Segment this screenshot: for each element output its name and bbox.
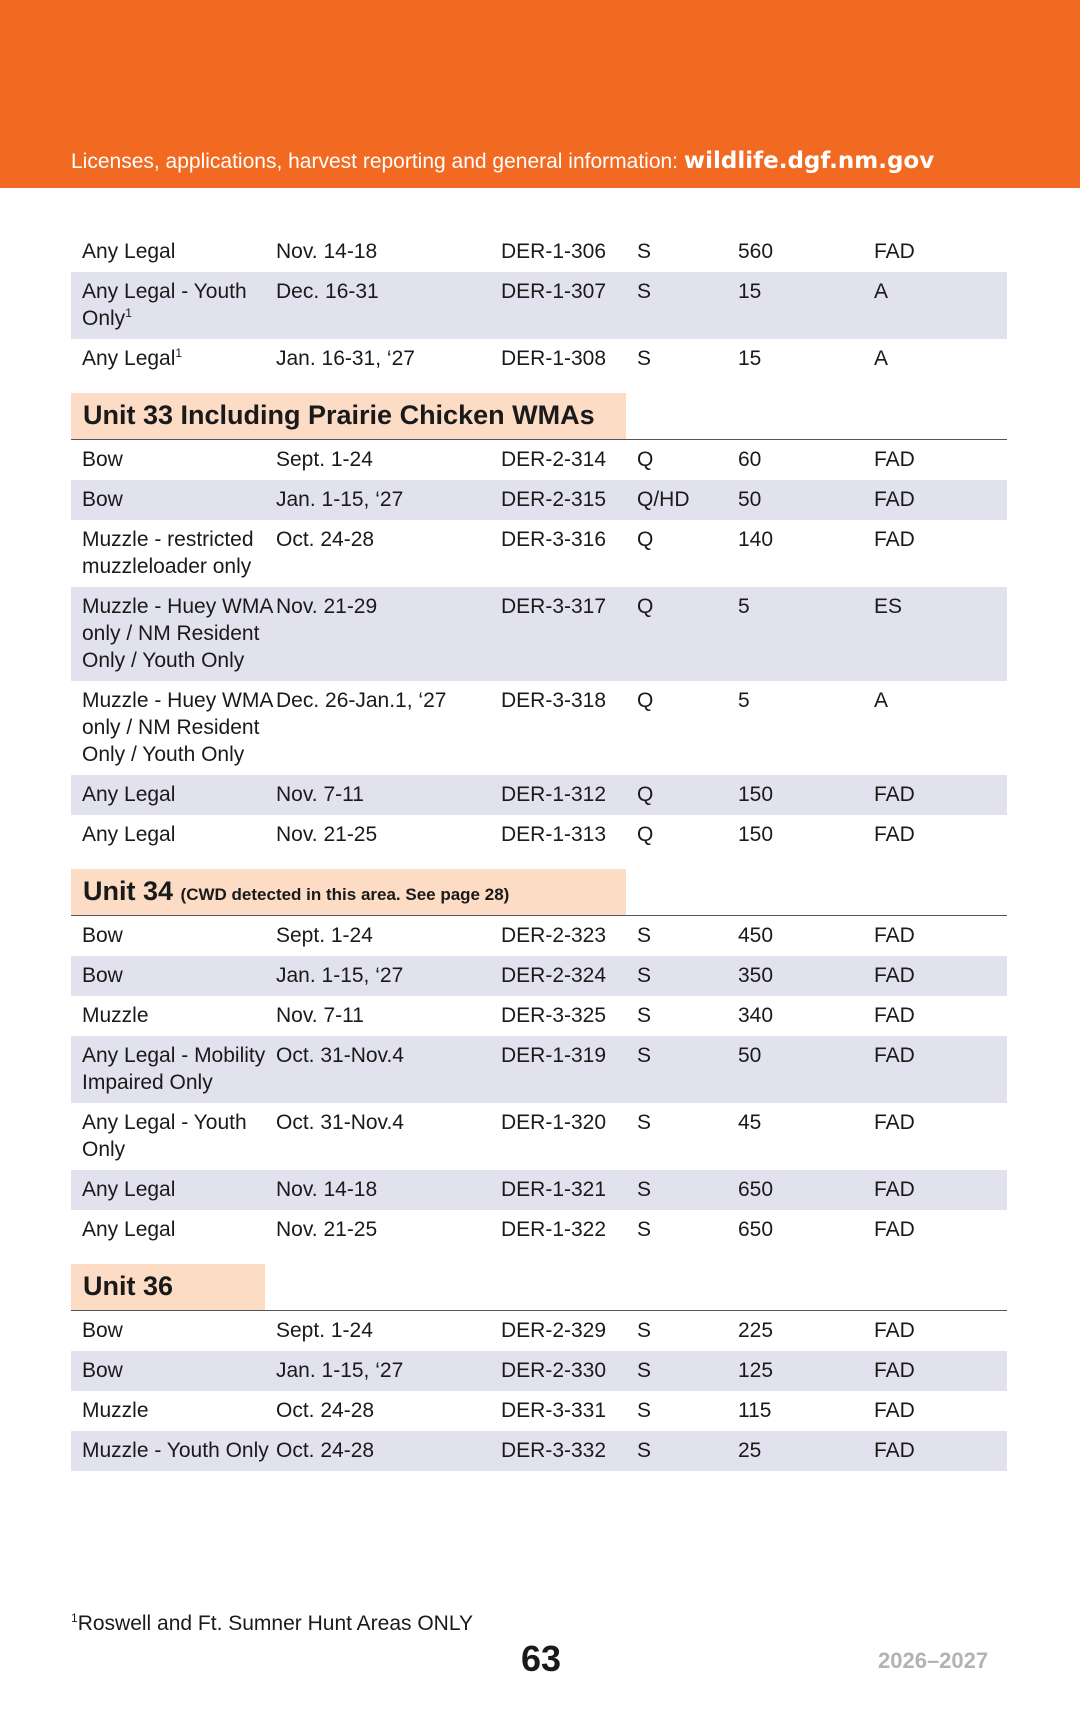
dates-cell-text: Jan. 16-31, ‘27	[276, 347, 415, 370]
unit-title	[83, 1271, 173, 1302]
licenses-cell	[738, 1042, 874, 1096]
draw-type-cell	[637, 278, 738, 332]
weapon-cell-text: Bow	[82, 448, 123, 471]
eligibility-cell	[874, 1397, 994, 1424]
table-row	[71, 1036, 1007, 1103]
weapon-cell	[71, 1109, 276, 1163]
eligibility-cell-text: A	[874, 689, 889, 712]
dates-cell	[276, 922, 501, 949]
table-row	[71, 1103, 1007, 1170]
draw-type-cell-text: Q	[637, 783, 654, 806]
dates-cell-text: Jan. 1-15, ‘27	[276, 488, 404, 511]
draw-type-cell-text: Q	[637, 595, 654, 618]
draw-type-cell	[637, 1109, 738, 1163]
licenses-cell	[738, 1357, 874, 1384]
licenses-cell-text: 150	[738, 783, 774, 806]
licenses-cell	[738, 1437, 874, 1464]
dates-cell-text: Jan. 1-15, ‘27	[276, 1359, 404, 1382]
eligibility-cell-text: FAD	[874, 1359, 915, 1382]
eligibility-cell	[874, 922, 994, 949]
weapon-cell-text: Any Legal	[82, 347, 176, 370]
hunt-code-cell	[501, 1176, 637, 1203]
banner-text: Licenses, applications, harvest reporting and general information:	[71, 150, 684, 173]
draw-type-cell-text: S	[637, 240, 652, 263]
licenses-cell	[738, 962, 874, 989]
page-number: 63	[521, 1638, 562, 1679]
dates-cell	[276, 1357, 501, 1384]
unit-section	[71, 393, 1007, 855]
weapon-cell-text: Bow	[82, 964, 123, 987]
weapon-cell-text: Any Legal	[82, 1178, 176, 1201]
table-row	[71, 775, 1007, 815]
draw-type-cell	[637, 446, 738, 473]
table-row	[71, 1170, 1007, 1210]
hunt-code-cell-text: DER-3-316	[501, 528, 607, 551]
licenses-cell-text: 225	[738, 1319, 774, 1342]
weapon-cell-text: Muzzle - restricted muzzleloader only	[82, 528, 254, 578]
hunt-code-cell-text: DER-1-307	[501, 280, 607, 303]
hunt-code-cell-text: DER-2-324	[501, 964, 607, 987]
eligibility-cell-text: FAD	[874, 488, 915, 511]
licenses-cell	[738, 687, 874, 768]
table-row	[71, 916, 1007, 956]
licenses-cell-text: 150	[738, 823, 774, 846]
weapon-cell	[71, 238, 276, 265]
unit-header	[71, 1264, 1007, 1311]
hunt-code-cell-text: DER-1-308	[501, 347, 607, 370]
table-row	[71, 339, 1007, 379]
eligibility-cell	[874, 593, 994, 674]
dates-cell-text: Nov. 7-11	[276, 783, 364, 806]
table-row	[71, 1431, 1007, 1471]
draw-type-cell-text: S	[637, 964, 652, 987]
dates-cell-text: Nov. 21-25	[276, 1218, 378, 1241]
licenses-cell-text: 5	[738, 689, 750, 712]
eligibility-cell	[874, 962, 994, 989]
draw-type-cell	[637, 821, 738, 848]
hunt-code-cell-text: DER-1-320	[501, 1111, 607, 1134]
dates-cell	[276, 486, 501, 513]
table-row	[71, 815, 1007, 855]
hunt-code-cell	[501, 345, 637, 372]
hunt-code-cell-text: DER-1-322	[501, 1218, 607, 1241]
dates-cell-text: Nov. 14-18	[276, 240, 378, 263]
unit-title	[83, 876, 509, 907]
eligibility-cell-text: FAD	[874, 448, 915, 471]
dates-cell-text: Nov. 21-29	[276, 595, 378, 618]
hunt-code-cell	[501, 922, 637, 949]
eligibility-cell	[874, 526, 994, 580]
unit-section	[71, 1264, 1007, 1471]
draw-type-cell-text: S	[637, 1044, 652, 1067]
weapon-cell-text: Bow	[82, 1319, 123, 1342]
eligibility-cell-text: FAD	[874, 964, 915, 987]
weapon-cell	[71, 922, 276, 949]
hunt-code-cell	[501, 1437, 637, 1464]
eligibility-cell	[874, 238, 994, 265]
eligibility-cell-text: A	[874, 347, 889, 370]
weapon-cell-text: Any Legal - Youth Only	[82, 1111, 247, 1161]
licenses-cell-text: 5	[738, 595, 750, 618]
weapon-cell	[71, 1042, 276, 1096]
licenses-cell-text: 115	[738, 1399, 772, 1422]
eligibility-cell-text: FAD	[874, 1111, 915, 1134]
hunt-code-cell-text: DER-1-319	[501, 1044, 607, 1067]
weapon-cell	[71, 1176, 276, 1203]
dates-cell	[276, 238, 501, 265]
table-row	[71, 480, 1007, 520]
table-row	[71, 587, 1007, 681]
eligibility-cell	[874, 345, 994, 372]
eligibility-cell-text: FAD	[874, 528, 915, 551]
hunt-code-cell	[501, 962, 637, 989]
weapon-cell	[71, 593, 276, 674]
eligibility-cell-text: FAD	[874, 240, 915, 263]
footnote-text: Roswell and Ft. Sumner Hunt Areas ONLY	[77, 1612, 473, 1635]
weapon-cell	[71, 446, 276, 473]
dates-cell	[276, 962, 501, 989]
hunt-code-cell-text: DER-3-325	[501, 1004, 607, 1027]
eligibility-cell	[874, 446, 994, 473]
hunt-code-cell-text: DER-2-323	[501, 924, 607, 947]
eligibility-cell-text: FAD	[874, 783, 915, 806]
draw-type-cell	[637, 1437, 738, 1464]
table-row	[71, 1210, 1007, 1250]
eligibility-cell	[874, 1042, 994, 1096]
dates-cell-text: Nov. 7-11	[276, 1004, 364, 1027]
banner-info-line	[71, 148, 934, 174]
eligibility-cell	[874, 1176, 994, 1203]
eligibility-cell-text: FAD	[874, 1004, 915, 1027]
licenses-cell	[738, 278, 874, 332]
licenses-cell-text: 45	[738, 1111, 762, 1134]
unit-title-text: Unit 36	[83, 1271, 174, 1301]
draw-type-cell-text: S	[637, 1111, 652, 1134]
footnote-ref: 1	[175, 346, 183, 360]
licenses-cell	[738, 1002, 874, 1029]
unit-section	[71, 232, 1007, 379]
licenses-cell-text: 60	[738, 448, 762, 471]
licenses-cell-text: 140	[738, 528, 774, 551]
weapon-cell-text: Muzzle - Youth Only	[82, 1439, 269, 1462]
weapon-cell-text: Muzzle - Huey WMA only / NM Resident Only / Youth Only	[82, 689, 273, 766]
hunt-code-cell-text: DER-3-331	[501, 1399, 607, 1422]
weapon-cell	[71, 526, 276, 580]
draw-type-cell	[637, 1317, 738, 1344]
dates-cell	[276, 526, 501, 580]
eligibility-cell	[874, 1109, 994, 1163]
weapon-cell-text: Bow	[82, 488, 123, 511]
dates-cell	[276, 1437, 501, 1464]
licenses-cell-text: 350	[738, 964, 774, 987]
eligibility-cell-text: FAD	[874, 823, 915, 846]
eligibility-cell-text: FAD	[874, 1178, 915, 1201]
weapon-cell-text: Any Legal	[82, 783, 176, 806]
hunt-code-cell	[501, 446, 637, 473]
draw-type-cell	[637, 526, 738, 580]
licenses-cell	[738, 1176, 874, 1203]
dates-cell-text: Nov. 14-18	[276, 1178, 378, 1201]
draw-type-cell-text: S	[637, 924, 652, 947]
dates-cell	[276, 1397, 501, 1424]
hunt-code-cell	[501, 1397, 637, 1424]
licenses-cell-text: 650	[738, 1218, 774, 1241]
licenses-cell	[738, 593, 874, 674]
licenses-cell	[738, 1397, 874, 1424]
table-row	[71, 520, 1007, 587]
eligibility-cell	[874, 1216, 994, 1243]
hunt-code-cell-text: DER-2-330	[501, 1359, 607, 1382]
dates-cell	[276, 821, 501, 848]
dates-cell	[276, 781, 501, 808]
draw-type-cell	[637, 687, 738, 768]
eligibility-cell	[874, 278, 994, 332]
unit-section	[71, 869, 1007, 1250]
eligibility-cell	[874, 486, 994, 513]
eligibility-cell	[874, 1357, 994, 1384]
hunt-code-cell	[501, 486, 637, 513]
table-row	[71, 956, 1007, 996]
licenses-cell-text: 650	[738, 1178, 774, 1201]
weapon-cell	[71, 687, 276, 768]
draw-type-cell	[637, 1002, 738, 1029]
table-row	[71, 272, 1007, 339]
weapon-cell-text: Any Legal - Mobility Impaired Only	[82, 1044, 266, 1094]
weapon-cell-text: Any Legal	[82, 1218, 176, 1241]
licenses-cell-text: 15	[738, 347, 762, 370]
draw-type-cell	[637, 1216, 738, 1243]
draw-type-cell-text: Q	[637, 823, 654, 846]
hunt-code-cell-text: DER-2-315	[501, 488, 607, 511]
table-row	[71, 681, 1007, 775]
dates-cell-text: Oct. 24-28	[276, 528, 375, 551]
weapon-cell-text: Any Legal - Youth Only	[82, 280, 247, 330]
weapon-cell-text: Any Legal	[82, 823, 176, 846]
hunt-table	[71, 232, 1007, 1471]
draw-type-cell	[637, 922, 738, 949]
draw-type-cell-text: Q	[637, 689, 654, 712]
licenses-cell	[738, 1317, 874, 1344]
draw-type-cell	[637, 781, 738, 808]
dates-cell	[276, 345, 501, 372]
licenses-cell-text: 25	[738, 1439, 762, 1462]
draw-type-cell	[637, 345, 738, 372]
licenses-cell	[738, 1109, 874, 1163]
dates-cell-text: Nov. 21-25	[276, 823, 378, 846]
licenses-cell	[738, 821, 874, 848]
licenses-cell	[738, 446, 874, 473]
hunt-code-cell-text: DER-3-318	[501, 689, 607, 712]
dates-cell-text: Dec. 16-31	[276, 280, 379, 303]
dates-cell	[276, 593, 501, 674]
eligibility-cell-text: FAD	[874, 1218, 915, 1241]
unit-note: (CWD detected in this area. See page 28)	[180, 885, 510, 904]
header-banner	[0, 0, 1080, 188]
dates-cell-text: Sept. 1-24	[276, 448, 373, 471]
unit-title-text: Unit 34	[83, 876, 174, 906]
draw-type-cell-text: S	[637, 280, 652, 303]
draw-type-cell-text: S	[637, 1004, 652, 1027]
licenses-cell	[738, 486, 874, 513]
licenses-cell	[738, 345, 874, 372]
hunt-code-cell-text: DER-1-306	[501, 240, 607, 263]
dates-cell	[276, 1002, 501, 1029]
dates-cell-text: Dec. 26-Jan.1, ‘27	[276, 689, 447, 712]
website-link[interactable]: wildlife.dgf.nm.gov	[683, 148, 935, 174]
dates-cell-text: Oct. 24-28	[276, 1439, 375, 1462]
unit-title	[83, 400, 595, 431]
weapon-cell	[71, 1437, 276, 1464]
hunt-code-cell-text: DER-2-314	[501, 448, 607, 471]
hunt-code-cell-text: DER-1-312	[501, 783, 607, 806]
dates-cell-text: Sept. 1-24	[276, 1319, 373, 1342]
hunt-code-cell-text: DER-1-313	[501, 823, 607, 846]
draw-type-cell	[637, 486, 738, 513]
draw-type-cell	[637, 593, 738, 674]
eligibility-cell	[874, 781, 994, 808]
licenses-cell	[738, 781, 874, 808]
draw-type-cell-text: S	[637, 1399, 652, 1422]
table-row	[71, 232, 1007, 272]
edition-year: 2026–2027	[878, 1648, 989, 1673]
hunt-code-cell	[501, 1042, 637, 1096]
table-row	[71, 1311, 1007, 1351]
dates-cell-text: Jan. 1-15, ‘27	[276, 964, 404, 987]
draw-type-cell-text: S	[637, 1218, 652, 1241]
dates-cell	[276, 687, 501, 768]
hunt-code-cell	[501, 593, 637, 674]
dates-cell	[276, 1176, 501, 1203]
dates-cell	[276, 446, 501, 473]
draw-type-cell-text: S	[637, 1319, 652, 1342]
weapon-cell-text: Bow	[82, 1359, 123, 1382]
table-row	[71, 1391, 1007, 1431]
dates-cell	[276, 278, 501, 332]
weapon-cell-text: Muzzle - Huey WMA only / NM Resident Only / Youth Only	[82, 595, 273, 672]
hunt-code-cell-text: DER-3-317	[501, 595, 607, 618]
licenses-cell	[738, 922, 874, 949]
dates-cell	[276, 1109, 501, 1163]
licenses-cell-text: 450	[738, 924, 774, 947]
licenses-cell	[738, 238, 874, 265]
table-row	[71, 996, 1007, 1036]
licenses-cell-text: 560	[738, 240, 774, 263]
draw-type-cell-text: Q	[637, 528, 654, 551]
weapon-cell	[71, 1357, 276, 1384]
dates-cell-text: Oct. 24-28	[276, 1399, 375, 1422]
hunt-code-cell	[501, 526, 637, 580]
eligibility-cell-text: A	[874, 280, 889, 303]
dates-cell-text: Oct. 31-Nov.4	[276, 1044, 404, 1067]
hunt-code-cell	[501, 687, 637, 768]
unit-title-text: Unit 33 Including Prairie Chicken WMAs	[83, 400, 595, 430]
licenses-cell-text: 340	[738, 1004, 774, 1027]
draw-type-cell	[637, 1397, 738, 1424]
weapon-cell	[71, 1002, 276, 1029]
eligibility-cell-text: FAD	[874, 1319, 915, 1342]
weapon-cell	[71, 486, 276, 513]
hunt-code-cell-text: DER-3-332	[501, 1439, 607, 1462]
dates-cell	[276, 1216, 501, 1243]
draw-type-cell	[637, 1176, 738, 1203]
licenses-cell-text: 125	[738, 1359, 774, 1382]
hunt-code-cell-text: DER-2-329	[501, 1319, 607, 1342]
hunt-code-cell	[501, 781, 637, 808]
hunt-code-cell	[501, 278, 637, 332]
hunt-code-cell	[501, 1002, 637, 1029]
draw-type-cell-text: Q	[637, 448, 654, 471]
eligibility-cell	[874, 1317, 994, 1344]
weapon-cell	[71, 1397, 276, 1424]
draw-type-cell-text: S	[637, 1359, 652, 1382]
weapon-cell	[71, 278, 276, 332]
weapon-cell	[71, 962, 276, 989]
dates-cell-text: Sept. 1-24	[276, 924, 373, 947]
eligibility-cell-text: FAD	[874, 1399, 915, 1422]
hunt-code-cell	[501, 1109, 637, 1163]
eligibility-cell-text: FAD	[874, 924, 915, 947]
eligibility-cell	[874, 687, 994, 768]
eligibility-cell	[874, 1002, 994, 1029]
draw-type-cell	[637, 962, 738, 989]
draw-type-cell	[637, 1042, 738, 1096]
weapon-cell	[71, 1216, 276, 1243]
dates-cell	[276, 1042, 501, 1096]
eligibility-cell	[874, 821, 994, 848]
eligibility-cell-text: FAD	[874, 1439, 915, 1462]
weapon-cell	[71, 1317, 276, 1344]
weapon-cell-text: Muzzle	[82, 1399, 149, 1422]
licenses-cell-text: 50	[738, 488, 762, 511]
draw-type-cell-text: S	[637, 1178, 652, 1201]
hunt-code-cell-text: DER-1-321	[501, 1178, 607, 1201]
weapon-cell	[71, 781, 276, 808]
hunt-code-cell	[501, 821, 637, 848]
draw-type-cell-text: S	[637, 1439, 652, 1462]
dates-cell-text: Oct. 31-Nov.4	[276, 1111, 404, 1134]
table-row	[71, 440, 1007, 480]
unit-header	[71, 869, 1007, 916]
hunt-code-cell	[501, 1216, 637, 1243]
unit-header	[71, 393, 1007, 440]
draw-type-cell	[637, 1357, 738, 1384]
footnote-ref: 1	[125, 306, 132, 320]
eligibility-cell	[874, 1437, 994, 1464]
weapon-cell	[71, 345, 276, 372]
hunt-code-cell	[501, 1317, 637, 1344]
licenses-cell	[738, 1216, 874, 1243]
dates-cell	[276, 1317, 501, 1344]
hunt-code-cell	[501, 238, 637, 265]
footnote	[71, 1612, 473, 1636]
licenses-cell-text: 50	[738, 1044, 762, 1067]
table-row	[71, 1351, 1007, 1391]
weapon-cell	[71, 821, 276, 848]
weapon-cell-text: Muzzle	[82, 1004, 149, 1027]
footnote-marker: 1	[71, 1611, 78, 1625]
draw-type-cell	[637, 238, 738, 265]
licenses-cell	[738, 526, 874, 580]
weapon-cell-text: Bow	[82, 924, 123, 947]
draw-type-cell-text: Q/HD	[637, 488, 690, 511]
weapon-cell-text: Any Legal	[82, 240, 176, 263]
draw-type-cell-text: S	[637, 347, 652, 370]
hunt-code-cell	[501, 1357, 637, 1384]
eligibility-cell-text: FAD	[874, 1044, 915, 1067]
eligibility-cell-text: ES	[874, 595, 903, 618]
licenses-cell-text: 15	[738, 280, 762, 303]
